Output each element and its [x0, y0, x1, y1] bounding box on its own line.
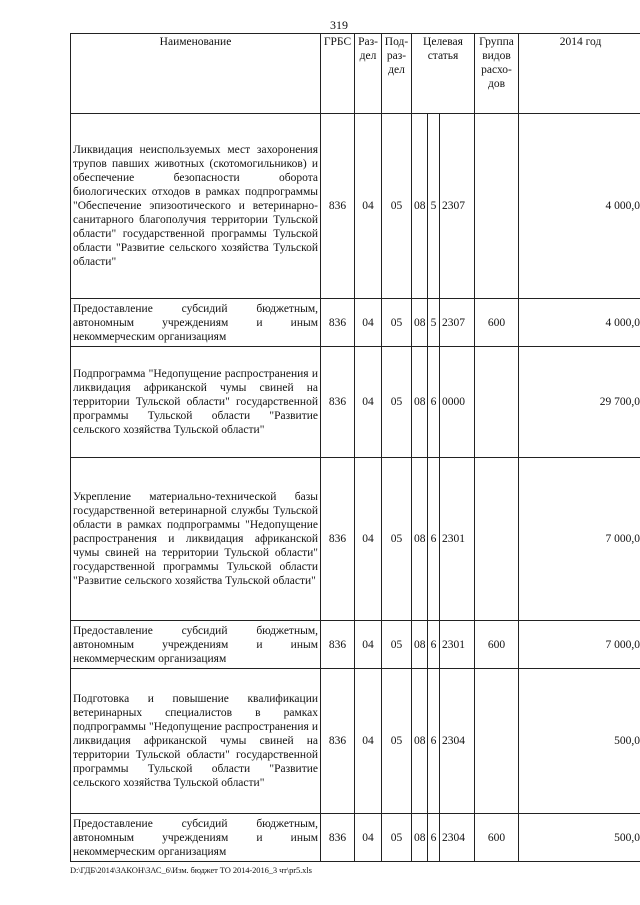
- row-section: 04: [355, 347, 382, 458]
- row-group: 600: [475, 299, 519, 347]
- row-target-subprogram: 6: [428, 621, 440, 669]
- col-header-target-label: Целевая статья: [423, 36, 463, 62]
- row-grbs: 836: [321, 114, 355, 299]
- col-header-grbs: [321, 34, 355, 114]
- row-section: 04: [355, 669, 382, 814]
- row-target-subprogram: 5: [428, 114, 440, 299]
- row-target-program: 08: [412, 114, 428, 299]
- row-group: 600: [475, 814, 519, 862]
- row-section: 04: [355, 114, 382, 299]
- row-target-code: 2307: [440, 114, 475, 299]
- row-group: 600: [475, 621, 519, 669]
- row-target-program: 08: [412, 458, 428, 621]
- row-name: Предоставление субсидий бюджетным, автономным учреждениям и иным некоммерческим организациям: [71, 299, 321, 347]
- col-header-name-label: Наименование: [159, 36, 232, 48]
- row-subsection: 05: [382, 458, 412, 621]
- row-target-subprogram: 6: [428, 814, 440, 862]
- row-target-code: 2301: [440, 458, 475, 621]
- row-grbs: 836: [321, 458, 355, 621]
- row-section: 04: [355, 458, 382, 621]
- row-target-code: 2304: [440, 669, 475, 814]
- col-header-name: [71, 34, 321, 114]
- row-target-subprogram: 6: [428, 458, 440, 621]
- row-name: Подпрограмма "Недопущение распространения и ликвидация африканской чумы свиней на территории Тульской области" государственной программы Тульской области "Развитие сельского хозяйства Тульской области": [71, 347, 321, 458]
- row-section: 04: [355, 814, 382, 862]
- col-header-year-label: 2014 год: [559, 36, 602, 48]
- table-row: [71, 669, 640, 814]
- col-header-group-label: Группа видов расхо-дов: [479, 36, 514, 90]
- row-name: Подготовка и повышение квалификации ветеринарных специалистов в рамках подпрограммы "Недопущение распространения и ликвидация африканской чумы свиней на территории Тульской области" государственной программы Тульской области "Развитие сельского хозяйства Тульской области": [71, 669, 321, 814]
- row-subsection: 05: [382, 347, 412, 458]
- row-amount: 4 000,0: [519, 299, 640, 347]
- row-group: [475, 114, 519, 299]
- row-grbs: 836: [321, 347, 355, 458]
- table-row: [71, 299, 640, 347]
- page-number: 319: [330, 18, 348, 32]
- row-subsection: 05: [382, 669, 412, 814]
- row-grbs: 836: [321, 299, 355, 347]
- row-group: [475, 347, 519, 458]
- row-amount: 29 700,0: [519, 347, 640, 458]
- row-amount: 500,0: [519, 669, 640, 814]
- row-subsection: 05: [382, 814, 412, 862]
- row-target-program: 08: [412, 669, 428, 814]
- budget-table: [70, 33, 640, 862]
- table-header-row: [71, 34, 640, 114]
- row-subsection: 05: [382, 621, 412, 669]
- row-target-program: 08: [412, 814, 428, 862]
- col-header-target: [412, 34, 475, 114]
- table-row: [71, 458, 640, 621]
- col-header-group: [475, 34, 519, 114]
- col-header-grbs-label: ГРБС: [323, 36, 352, 48]
- row-target-program: 08: [412, 347, 428, 458]
- row-subsection: 05: [382, 114, 412, 299]
- row-grbs: 836: [321, 621, 355, 669]
- row-name: Укрепление материально-технической базы государственной ветеринарной службы Тульской области в рамках подпрограммы "Недопущение распространения и ликвидация африканской чумы свиней на территории Тульской области" государственной программы Тульской области "Развитие сельского хозяйства Тульской области": [71, 458, 321, 621]
- row-target-program: 08: [412, 299, 428, 347]
- table-row: [71, 347, 640, 458]
- row-target-code: 2304: [440, 814, 475, 862]
- row-target-program: 08: [412, 621, 428, 669]
- row-grbs: 836: [321, 814, 355, 862]
- row-amount: 7 000,0: [519, 621, 640, 669]
- col-header-section: [355, 34, 382, 114]
- row-group: [475, 669, 519, 814]
- row-target-code: 2307: [440, 299, 475, 347]
- row-section: 04: [355, 621, 382, 669]
- row-amount: 500,0: [519, 814, 640, 862]
- row-group: [475, 458, 519, 621]
- col-header-section-label: Раз-дел: [358, 36, 378, 62]
- row-target-code: 2301: [440, 621, 475, 669]
- row-name: Предоставление субсидий бюджетным, автономным учреждениям и иным некоммерческим организациям: [71, 814, 321, 862]
- row-grbs: 836: [321, 669, 355, 814]
- table-row: [71, 114, 640, 299]
- row-amount: 4 000,0: [519, 114, 640, 299]
- row-subsection: 05: [382, 299, 412, 347]
- row-target-subprogram: 5: [428, 299, 440, 347]
- row-target-subprogram: 6: [428, 669, 440, 814]
- row-amount: 7 000,0: [519, 458, 640, 621]
- file-path-footer: D:\ГДБ\2014\ЗАКОН\ЗАС_6\Изм. бюджет ТО 2014-2016_3 чт\pr5.xls: [70, 865, 312, 875]
- col-header-year: [519, 34, 640, 114]
- row-target-subprogram: 6: [428, 347, 440, 458]
- row-name: Предоставление субсидий бюджетным, автономным учреждениям и иным некоммерческим организациям: [71, 621, 321, 669]
- row-section: 04: [355, 299, 382, 347]
- row-name: Ликвидация неиспользуемых мест захоронения трупов павших животных (скотомогильников) и обеспечение безопасности оборота биологических отходов в рамках подпрограммы "Обеспечение эпизоотического и ветеринарно-санитарного благополучия территории Тульской области" государственной программы Тульской области "Развитие сельского хозяйства Тульской области": [71, 114, 321, 299]
- table-row: [71, 621, 640, 669]
- col-header-subsection-label: Под-раз-дел: [384, 36, 409, 76]
- col-header-subsection: [382, 34, 412, 114]
- table-row: [71, 814, 640, 862]
- row-target-code: 0000: [440, 347, 475, 458]
